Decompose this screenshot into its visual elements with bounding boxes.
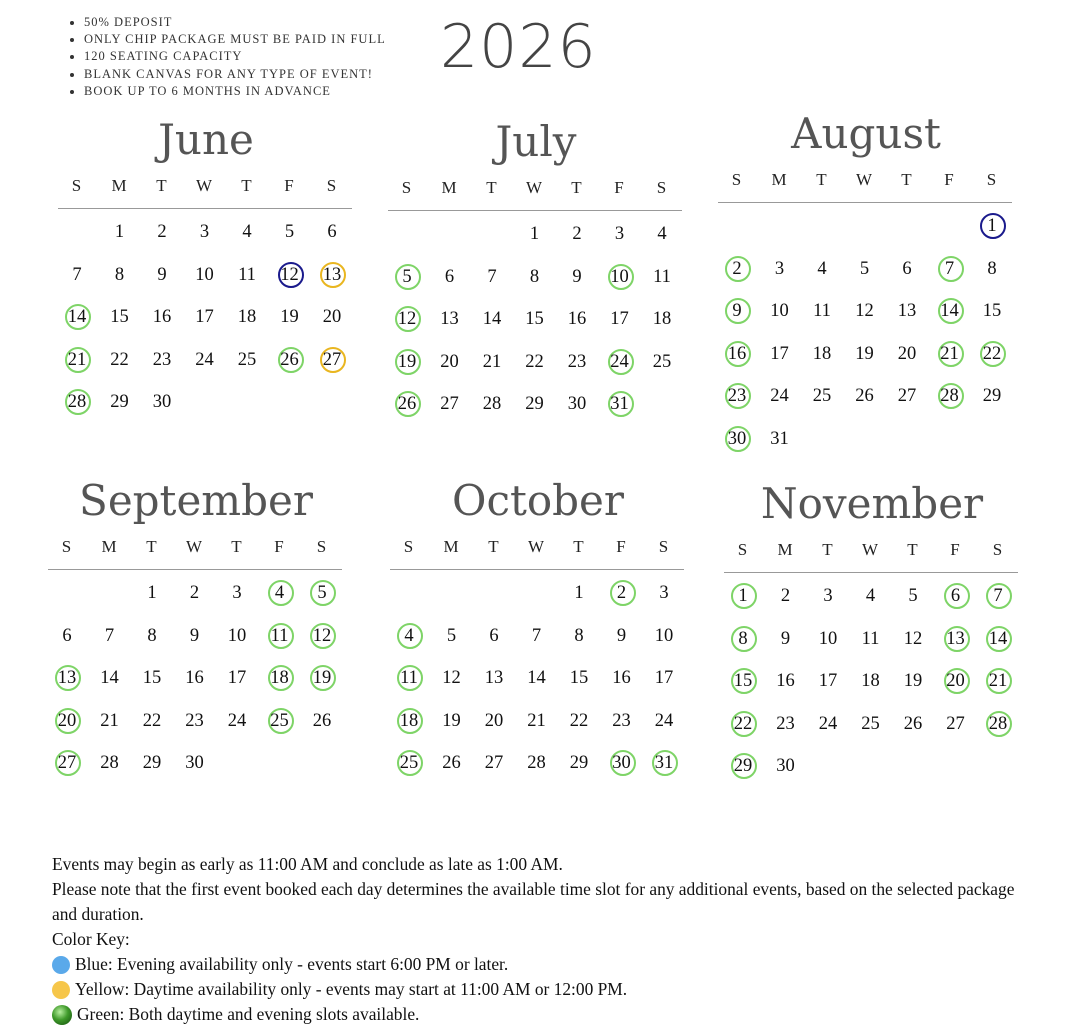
green-sphere-icon	[52, 1005, 72, 1025]
calendar-day[interactable]: 3	[232, 583, 242, 603]
calendar-day[interactable]: 8	[574, 625, 584, 646]
weekday-label: M	[441, 178, 458, 197]
weekday-label: T	[822, 540, 834, 559]
weekday-label: T	[486, 178, 498, 197]
calendar-day[interactable]: 29	[142, 753, 162, 773]
calendar-day[interactable]: 25	[399, 753, 419, 773]
calendar-day[interactable]: 12	[280, 264, 299, 285]
calendar-day[interactable]: 13	[484, 668, 504, 688]
calendar-day[interactable]: 30	[612, 753, 631, 773]
calendar-day[interactable]: 29	[982, 386, 1002, 406]
weekday-rule	[390, 569, 684, 570]
month-name: June	[158, 115, 254, 164]
calendar-day[interactable]: 24	[610, 351, 629, 372]
calendar-day[interactable]: 2	[189, 583, 200, 603]
calendar-day[interactable]: 25	[861, 713, 880, 734]
weekday-label: S	[658, 537, 670, 556]
calendar-day[interactable]: 20	[946, 671, 965, 691]
calendar-day[interactable]: 10	[654, 625, 674, 646]
calendar-day[interactable]: 8	[114, 264, 125, 285]
weekday-label: S	[403, 537, 415, 556]
calendar-day[interactable]: 2	[157, 222, 167, 242]
calendar-day[interactable]: 26	[280, 349, 299, 370]
calendar-day[interactable]: 8	[147, 625, 157, 646]
policy-list	[66, 14, 386, 100]
calendar-day[interactable]: 5	[859, 258, 870, 279]
calendar-day[interactable]: 25	[652, 351, 672, 372]
calendar-day[interactable]: 30	[567, 394, 587, 414]
calendar-day[interactable]: 13	[440, 309, 459, 329]
policy-item: • BLANK CANVAS FOR ANY TYPE OF EVENT!	[84, 66, 386, 83]
calendar-day[interactable]: 22	[525, 351, 544, 372]
calendar-day[interactable]: 28	[988, 713, 1008, 734]
calendar-day[interactable]: 4	[817, 258, 827, 279]
policy-item: • ONLY CHIP PACKAGE MUST BE PAID IN FULL	[84, 31, 386, 48]
calendar-day[interactable]: 21	[988, 671, 1008, 691]
month-name: July	[495, 117, 577, 166]
calendar-day[interactable]: 11	[270, 625, 289, 646]
calendar-day[interactable]: 6	[489, 625, 499, 646]
hours-note: Events may begin as early as 11:00 AM and conclude as late as 1:00 AM.	[52, 854, 563, 874]
calendar-day[interactable]: 28	[527, 753, 546, 773]
calendar-day[interactable]: 28	[482, 394, 502, 414]
calendar-day[interactable]: 6	[62, 625, 72, 646]
calendar-day[interactable]: 15	[525, 309, 544, 329]
weekday-label: W	[855, 170, 874, 189]
calendar-day[interactable]: 17	[610, 309, 629, 329]
calendar-day[interactable]: 14	[100, 668, 119, 688]
key-yellow	[52, 977, 1042, 1002]
weekday-label: F	[944, 170, 955, 189]
calendar-day[interactable]: 17	[195, 307, 214, 327]
calendar-day[interactable]: 4	[657, 224, 667, 244]
weekday-label: S	[316, 537, 328, 556]
weekday-label: W	[195, 176, 214, 195]
calendar-day[interactable]: 14	[988, 628, 1008, 649]
weekday-label: F	[950, 540, 961, 559]
calendar-day[interactable]: 4	[274, 583, 285, 603]
weekday-label: S	[401, 178, 413, 197]
calendar-day[interactable]: 26	[312, 710, 332, 731]
calendar-day[interactable]: 9	[572, 266, 582, 287]
key-green	[52, 1002, 1042, 1027]
calendar-day[interactable]: 23	[152, 349, 172, 370]
weekday-label: M	[777, 540, 794, 559]
calendar-day[interactable]: 15	[982, 301, 1002, 321]
weekday-label: M	[771, 170, 788, 189]
calendar-day[interactable]: 9	[732, 301, 742, 321]
calendar-day[interactable]: 26	[903, 713, 923, 734]
calendar-day[interactable]: 27	[57, 753, 77, 773]
calendar-day[interactable]: 10	[610, 266, 629, 287]
calendar-day[interactable]: 11	[400, 668, 418, 688]
calendar-day[interactable]: 27	[322, 349, 342, 370]
calendar-day[interactable]: 25	[237, 349, 257, 370]
calendar-day[interactable]: 16	[185, 668, 204, 688]
calendar-day[interactable]: 7	[944, 258, 955, 279]
calendar-day[interactable]: 12	[397, 309, 417, 329]
month-name: October	[452, 476, 624, 525]
calendar-day[interactable]: 9	[780, 628, 791, 649]
calendar-day[interactable]: 18	[270, 668, 289, 688]
calendar-day[interactable]: 28	[100, 753, 119, 773]
calendar-day[interactable]: 8	[529, 266, 540, 287]
weekday-label: F	[614, 178, 625, 197]
calendar-day[interactable]: 30	[776, 756, 795, 776]
calendar-day[interactable]: 21	[940, 343, 959, 364]
calendar-day[interactable]: 7	[104, 625, 115, 646]
calendar-day[interactable]: 16	[152, 307, 172, 327]
calendar-day[interactable]: 25	[812, 386, 832, 406]
calendar-day[interactable]: 19	[280, 307, 299, 327]
key-blue	[52, 952, 1042, 977]
calendar-day[interactable]: 24	[818, 713, 838, 734]
calendar-day[interactable]: 26	[397, 394, 417, 414]
calendar-day[interactable]: 17	[227, 668, 247, 688]
calendar-day[interactable]: 20	[440, 351, 459, 372]
calendar-day[interactable]: 21	[67, 349, 87, 370]
calendar-day[interactable]: 3	[614, 224, 625, 244]
calendar-day[interactable]: 19	[312, 668, 332, 688]
weekday-label: W	[185, 537, 204, 556]
key-blue-text: Blue: Evening availability only - events start 6:00 PM or later.	[75, 954, 509, 974]
calendar-day[interactable]: 15	[733, 671, 753, 691]
calendar-day[interactable]: 3	[659, 583, 669, 603]
color-key-title: Color Key:	[52, 929, 130, 949]
calendar-day[interactable]: 23	[185, 710, 204, 731]
calendar-day[interactable]: 23	[612, 710, 631, 731]
calendar-day[interactable]: 15	[569, 668, 589, 688]
calendar-day[interactable]: 18	[861, 671, 880, 691]
weekday-label: T	[231, 537, 243, 556]
calendar-day[interactable]: 24	[654, 710, 674, 731]
calendar-day[interactable]: 13	[57, 668, 77, 688]
calendar-day[interactable]: 10	[227, 625, 247, 646]
key-yellow-text: Yellow: Daytime availability only - events may start at 11:00 AM or 12:00 PM.	[75, 979, 628, 999]
weekday-label: S	[71, 176, 83, 195]
calendar-day[interactable]: 27	[484, 753, 504, 773]
weekday-label: T	[907, 540, 919, 559]
weekday-label: M	[443, 537, 460, 556]
calendar-day[interactable]: 8	[738, 628, 748, 649]
calendar-day[interactable]: 7	[72, 264, 82, 285]
weekday-rule	[388, 210, 682, 211]
calendar-day[interactable]: 28	[940, 386, 959, 406]
calendar-day[interactable]: 10	[770, 301, 789, 321]
weekday-label: T	[241, 176, 253, 195]
calendar-day[interactable]: 28	[67, 392, 87, 412]
calendar-day[interactable]: 20	[897, 343, 917, 364]
calendar-day[interactable]: 30	[152, 392, 172, 412]
policy-item: • 50% DEPOSIT	[84, 14, 386, 31]
calendar-day[interactable]: 1	[147, 583, 157, 603]
weekday-rule	[724, 572, 1018, 573]
calendar-day[interactable]: 30	[185, 753, 204, 773]
calendar-day[interactable]: 10	[195, 264, 214, 285]
calendar-day[interactable]: 18	[652, 309, 672, 329]
calendar-day[interactable]: 5	[284, 222, 295, 242]
calendar-day[interactable]: 30	[727, 428, 747, 449]
weekday-label: S	[992, 540, 1004, 559]
calendar-day[interactable]: 12	[442, 668, 461, 688]
calendar-day[interactable]: 11	[861, 628, 880, 649]
weekday-label: S	[656, 178, 668, 197]
calendar-day[interactable]: 8	[987, 258, 997, 279]
weekday-label: S	[326, 176, 338, 195]
calendar-day[interactable]: 18	[237, 307, 257, 327]
calendar-day[interactable]: 13	[322, 264, 342, 285]
year-title: 2026	[440, 12, 597, 82]
calendar-day[interactable]: 29	[525, 394, 544, 414]
calendar-day[interactable]: 23	[567, 351, 587, 372]
calendar-day[interactable]: 21	[482, 351, 502, 372]
calendar-day[interactable]: 5	[317, 583, 327, 603]
calendar-day[interactable]: 3	[774, 258, 785, 279]
calendar-day[interactable]: 27	[946, 713, 965, 734]
calendar-day[interactable]: 9	[189, 625, 200, 646]
calendar-day[interactable]: 19	[855, 343, 874, 364]
weekday-label: M	[101, 537, 118, 556]
weekday-label: T	[156, 176, 168, 195]
weekday-label: F	[616, 537, 627, 556]
calendar-day[interactable]: 27	[440, 394, 459, 414]
calendar-day[interactable]: 16	[612, 668, 631, 688]
calendar-day[interactable]: 26	[855, 386, 874, 406]
weekday-label: T	[816, 170, 828, 189]
calendar-day[interactable]: 13	[946, 628, 965, 649]
calendar-day[interactable]: 23	[727, 386, 747, 406]
calendar-day[interactable]: 17	[770, 343, 789, 364]
blue-dot-icon	[52, 956, 70, 974]
calendar-day[interactable]: 18	[399, 710, 419, 731]
calendar-day[interactable]: 17	[654, 668, 674, 688]
calendar-day[interactable]: 13	[897, 301, 917, 321]
weekday-rule	[48, 569, 342, 570]
weekday-label: S	[61, 537, 73, 556]
calendar-day[interactable]: 7	[531, 625, 542, 646]
calendar-day[interactable]: 14	[527, 668, 546, 688]
month-name: November	[760, 479, 984, 528]
weekday-label: T	[488, 537, 500, 556]
weekday-rule	[58, 208, 352, 209]
calendar-day[interactable]: 14	[67, 307, 87, 327]
calendar-day[interactable]: 1	[529, 224, 540, 244]
calendar-day[interactable]: 4	[865, 586, 876, 606]
calendar-day[interactable]: 14	[482, 309, 502, 329]
calendar-day[interactable]: 12	[312, 625, 332, 646]
yellow-dot-icon	[52, 981, 70, 999]
calendar-day[interactable]: 2	[780, 586, 791, 606]
calendar-day[interactable]: 16	[776, 671, 795, 691]
calendar-day[interactable]: 31	[610, 394, 629, 414]
weekday-label: W	[525, 178, 544, 197]
policy-item: • 120 SEATING CAPACITY	[84, 48, 386, 65]
calendar-day[interactable]: 31	[654, 753, 674, 773]
calendar-day[interactable]: 4	[242, 222, 252, 242]
calendar-day[interactable]: 10	[818, 628, 838, 649]
calendar-day[interactable]: 11	[238, 264, 256, 285]
calendar-day[interactable]: 5	[908, 586, 918, 606]
calendar-day[interactable]: 5	[446, 625, 457, 646]
calendar-day[interactable]: 9	[157, 264, 167, 285]
weekday-label: S	[737, 540, 749, 559]
month-name: September	[79, 476, 313, 525]
calendar-day[interactable]: 29	[569, 753, 589, 773]
calendar-day[interactable]: 16	[727, 343, 747, 364]
calendar-day[interactable]: 7	[993, 586, 1003, 606]
calendar-day[interactable]: 22	[733, 713, 753, 734]
calendar-day[interactable]: 24	[227, 710, 247, 731]
calendar-day[interactable]: 24	[195, 349, 214, 370]
booking-note: Please note that the first event booked each day determines the available time slot for any additional events, based on the selected package and duration.	[52, 879, 1015, 924]
calendar-day[interactable]: 20	[484, 710, 504, 731]
calendar-day[interactable]: 21	[527, 710, 546, 731]
calendar-day[interactable]: 20	[322, 307, 342, 327]
weekday-label: T	[146, 537, 158, 556]
calendar-day[interactable]: 29	[110, 392, 129, 412]
weekday-label: F	[284, 176, 295, 195]
calendar-day[interactable]: 11	[653, 266, 671, 287]
calendar-day[interactable]: 9	[616, 625, 627, 646]
policy-item: • BOOK UP TO 6 MONTHS IN ADVANCE	[84, 83, 386, 100]
calendar-day[interactable]: 6	[950, 586, 961, 606]
calendar-day[interactable]: 24	[770, 386, 789, 406]
calendar-day[interactable]: 23	[776, 713, 795, 734]
calendar-day[interactable]: 1	[738, 586, 748, 606]
calendar-day[interactable]: 6	[444, 266, 455, 287]
calendar-day[interactable]: 1	[114, 222, 125, 242]
weekday-label: F	[274, 537, 285, 556]
calendar-day[interactable]: 2	[572, 224, 582, 244]
calendar-day[interactable]: 29	[733, 756, 753, 776]
calendar-day[interactable]: 5	[402, 266, 412, 287]
calendar-day[interactable]: 6	[327, 222, 337, 242]
calendar-day[interactable]: 3	[199, 222, 210, 242]
calendar-day[interactable]: 31	[770, 428, 789, 449]
weekday-label: M	[111, 176, 128, 195]
calendar-day[interactable]: 15	[142, 668, 162, 688]
calendar-day[interactable]: 17	[818, 671, 838, 691]
calendar-day[interactable]: 11	[813, 301, 831, 321]
calendar-day[interactable]: 16	[567, 309, 587, 329]
calendar-day[interactable]: 27	[897, 386, 917, 406]
calendar-day[interactable]: 19	[397, 351, 417, 372]
calendar-day[interactable]: 22	[569, 710, 589, 731]
calendar-day[interactable]: 22	[110, 349, 129, 370]
weekday-label: T	[571, 178, 583, 197]
calendar-day[interactable]: 26	[442, 753, 461, 773]
calendar-day[interactable]: 2	[732, 258, 742, 279]
calendar-day[interactable]: 1	[574, 583, 584, 603]
calendar-day[interactable]: 6	[902, 258, 912, 279]
calendar-day[interactable]: 3	[823, 586, 833, 606]
calendar-day[interactable]: 2	[616, 583, 627, 603]
weekday-rule	[718, 202, 1012, 203]
weekday-label: T	[573, 537, 585, 556]
weekday-label: W	[861, 540, 880, 559]
calendar-day[interactable]: 15	[110, 307, 129, 327]
notes-section	[52, 852, 1042, 1027]
month-name: August	[791, 109, 941, 158]
calendar-day[interactable]: 12	[855, 301, 874, 321]
calendar-day[interactable]: 14	[940, 301, 959, 321]
weekday-label: S	[731, 170, 743, 189]
calendar-day[interactable]: 22	[982, 343, 1002, 364]
calendar-day[interactable]: 20	[57, 710, 77, 731]
weekday-label: S	[986, 170, 998, 189]
weekday-label: T	[901, 170, 913, 189]
key-green-text: Green: Both daytime and evening slots available.	[77, 1004, 420, 1024]
calendar-day[interactable]: 12	[903, 628, 923, 649]
calendar-day[interactable]: 25	[270, 710, 289, 731]
calendar-day[interactable]: 22	[142, 710, 162, 731]
calendar-day[interactable]: 4	[404, 625, 414, 646]
calendar-day[interactable]: 7	[487, 266, 497, 287]
calendar-day[interactable]: 19	[442, 710, 461, 731]
calendar-day[interactable]: 19	[903, 671, 923, 691]
weekday-label: W	[527, 537, 546, 556]
calendar-day[interactable]: 21	[100, 710, 119, 731]
calendar-day[interactable]: 18	[812, 343, 832, 364]
calendar-day[interactable]: 1	[987, 216, 997, 236]
